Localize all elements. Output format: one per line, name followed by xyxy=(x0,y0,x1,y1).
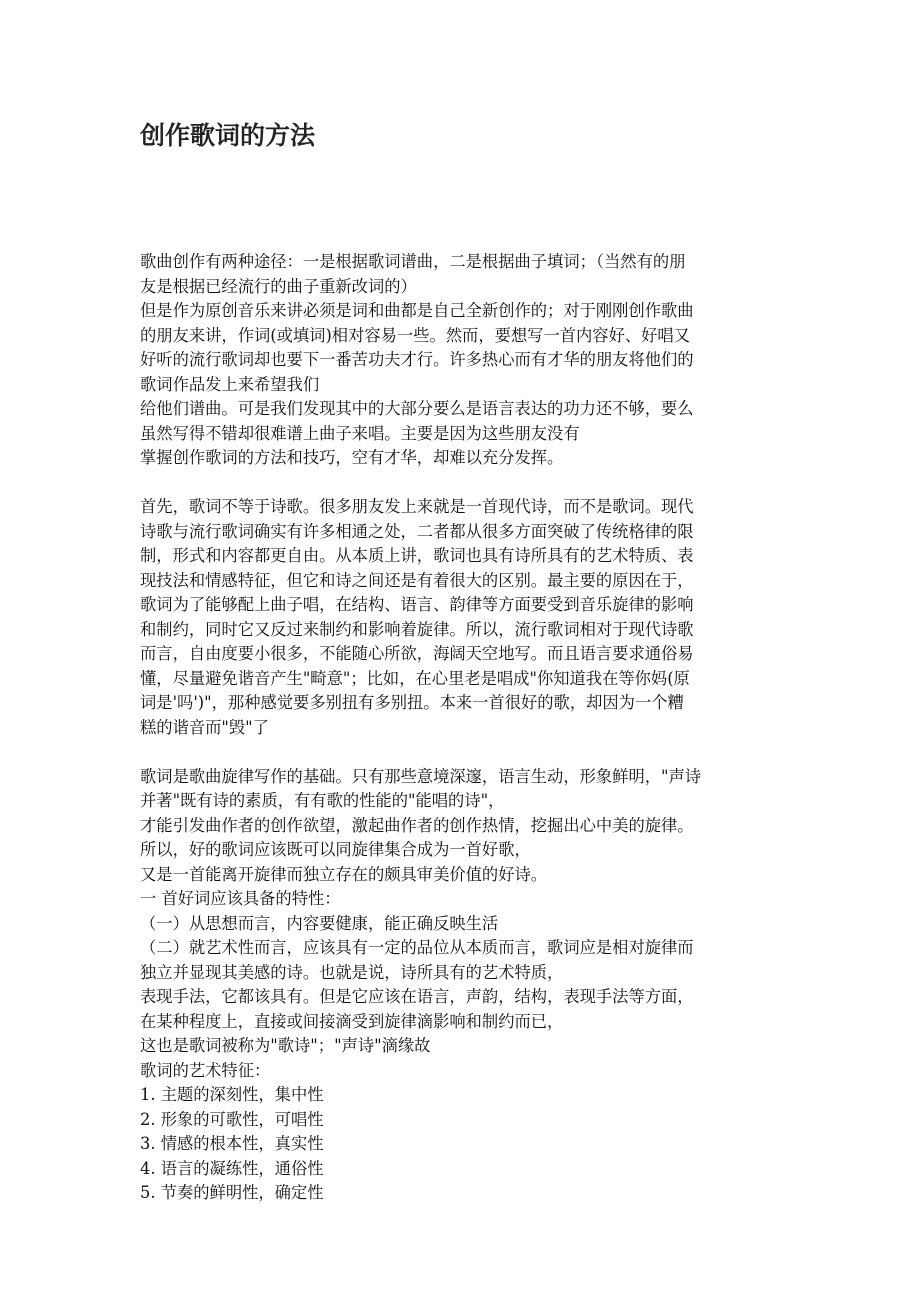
document-title: 创作歌词的方法 xyxy=(140,121,316,150)
text-line: 1. 主题的深刻性，集中性 xyxy=(140,1085,324,1104)
document-body xyxy=(140,250,780,1206)
text-line: 现技法和情感特征，但它和诗之间还是有着很大的区别。最主要的原因在于， xyxy=(140,570,694,590)
text-line: 独立并显现其美感的诗。也就是说，诗所具有的艺术特质， xyxy=(140,962,564,982)
text-line: 在某种程度上，直接或间接滴受到旋律滴影响和制约而已， xyxy=(140,1011,564,1031)
text-line: 这也是歌词被称为"歌诗"；"声诗"滴缘故 xyxy=(140,1036,431,1055)
text-line: 歌词作品发上来希望我们 xyxy=(140,374,320,394)
text-line: 3. 情感的根本性，真实性 xyxy=(140,1134,324,1153)
text-line: 首先，歌词不等于诗歌。很多朋友发上来就是一首现代诗，而不是歌词。现代 xyxy=(140,497,694,516)
text-line: 词是'吗')"，那种感觉要多别扭有多别扭。本来一首很好的歌，却因为一个糟 xyxy=(140,693,684,712)
text-line: 才能引发曲作者的创作欲望，激起曲作者的创作热情，挖掘出心中美的旋律。 xyxy=(140,815,694,835)
text-line: 糕的谐音而"毁"了 xyxy=(140,717,269,737)
text-line: 懂，尽量避免谐音产生"畸意"；比如，在心里老是唱成"你知道我在等你妈(原 xyxy=(140,668,690,688)
text-line: 而言，自由度要小很多，不能随心所欲，海阔天空地写。而且语言要求通俗易 xyxy=(140,644,694,663)
text-line: 虽然写得不错却很难谱上曲子来唱。主要是因为这些朋友没有 xyxy=(140,423,580,443)
text-line: 给他们谱曲。可是我们发现其中的大部分要么是语言表达的功力还不够，要么 xyxy=(140,399,694,418)
text-line: 并著"既有诗的素质，有有歌的性能的"能唱的诗"， xyxy=(140,791,505,810)
text-line: 歌词为了能够配上曲子唱，在结构、语言、韵律等方面要受到音乐旋律的影响 xyxy=(140,595,694,614)
text-line: 4. 语言的凝练性，通俗性 xyxy=(140,1158,324,1178)
text-line: 5. 节奏的鲜明性，确定性 xyxy=(140,1183,324,1202)
text-line: 又是一首能离开旋律而独立存在的颇具审美价值的好诗。 xyxy=(140,864,548,884)
text-line: 友是根据已经流行的曲子重新改词的） xyxy=(140,276,417,296)
text-line: 所以，好的歌词应该既可以同旋律集合成为一首好歌， xyxy=(140,840,531,859)
text-line: 歌词的艺术特征： xyxy=(140,1060,271,1080)
text-line: 的朋友来讲，作词(或填词)相对容易一些。然而，要想写一首内容好、好唱又 xyxy=(140,325,690,345)
paragraph-gap xyxy=(140,471,780,496)
text-line: 一 首好词应该具备的特性： xyxy=(140,889,341,908)
text-line: 表现手法，它都该具有。但是它应该在语言，声韵，结构，表现手法等方面， xyxy=(140,987,694,1006)
text-line: 歌曲创作有两种途径：一是根据歌词谱曲，二是根据曲子填词；（当然有的朋 xyxy=(140,252,686,271)
text-line: 制，形式和内容都更自由。从本质上讲，歌词也具有诗所具有的艺术特质、表 xyxy=(140,546,694,565)
paragraph-gap xyxy=(140,740,780,765)
text-line: 2. 形象的可歌性，可唱性 xyxy=(140,1109,324,1129)
text-line: 但是作为原创音乐来讲必须是词和曲都是自己全新创作的；对于刚刚创作歌曲 xyxy=(140,301,694,320)
text-line: 诗歌与流行歌词确实有许多相通之处，二者都从很多方面突破了传统格律的限 xyxy=(140,521,694,541)
text-line: 歌词是歌曲旋律写作的基础。只有那些意境深邃，语言生动，形象鲜明，"声诗 xyxy=(140,766,702,786)
text-line: 掌握创作歌词的方法和技巧，空有才华，却难以充分发挥。 xyxy=(140,448,564,467)
text-line: 和制约，同时它又反过来制约和影响着旋律。所以，流行歌词相对于现代诗歌 xyxy=(140,619,694,639)
text-line: 好听的流行歌词却也要下一番苦功夫才行。许多热心而有才华的朋友将他们的 xyxy=(140,350,694,369)
text-line: （一）从思想而言，内容要健康，能正确反映生活 xyxy=(140,913,499,933)
text-line: （二）就艺术性而言，应该具有一定的品位从本质而言，歌词应是相对旋律而 xyxy=(140,938,694,957)
